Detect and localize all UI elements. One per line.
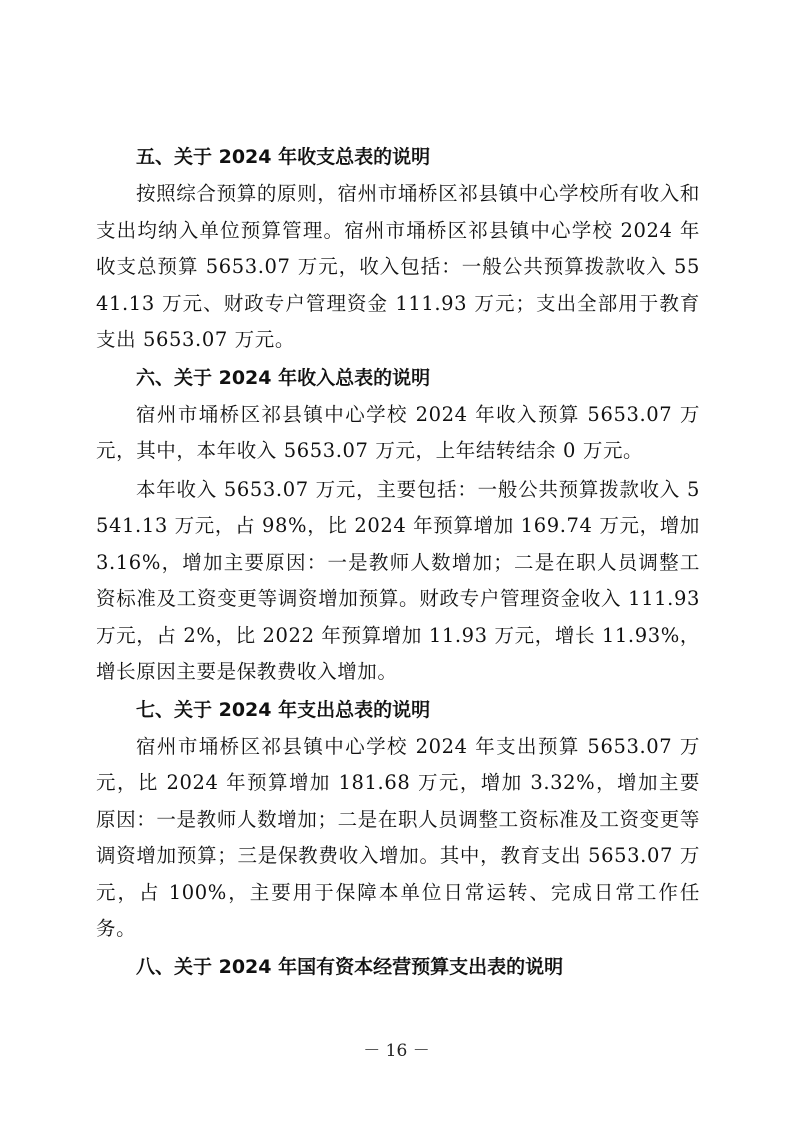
document-body — [96, 140, 700, 986]
section-heading-8: 八、关于 2024 年国有资本经营预算支出表的说明 — [136, 955, 564, 978]
section-5-paragraph-1: 按照综合预算的原则，宿州市埇桥区祁县镇中心学校所有收入和支出均纳入单位预算管理。宿州市埇桥区祁县镇中心学校 2024 年收支总预算 5653.07 万元，收入包括：一般公共预算拨款收入 5541.13 万元、财政专户管理资金 111.93 万元；支出全部用于教育支出 5653.07 万元。 — [96, 182, 700, 351]
section-heading-6: 六、关于 2024 年收入总表的说明 — [136, 366, 431, 389]
section-heading-7: 七、关于 2024 年支出总表的说明 — [136, 698, 431, 721]
section-7-paragraph-1: 宿州市埇桥区祁县镇中心学校 2024 年支出预算 5653.07 万元，比 2024 年预算增加 181.68 万元，增加 3.32%，增加主要原因：一是教师人数增加；二是在职人员调整工资标准及工资变更等调资增加预算；三是保教费收入增加。其中，教育支出 5653.07 万元，占 100%，主要用于保障本单位日常运转、完成日常工作任务。 — [96, 734, 700, 940]
page-number: － 16 － — [363, 1041, 430, 1061]
section-heading-5: 五、关于 2024 年收支总表的说明 — [136, 146, 431, 168]
section-6-paragraph-2: 本年收入 5653.07 万元，主要包括：一般公共预算拨款收入 5541.13 万元，占 98%，比 2024 年预算增加 169.74 万元，增加 3.16%，增加主要原因：一是教师人数增加；二是在职人员调整工资标准及工资变更等调资增加预算。财政专户管理资金收入 111.93 万元，占 2%，比 2022 年预算增加 11.93 万元，增长 11.93%，增长原因主要是保教费收入增加。 — [96, 477, 700, 683]
section-6-paragraph-1: 宿州市埇桥区祁县镇中心学校 2024 年收入预算 5653.07 万元，其中，本年收入 5653.07 万元，上年结转结余 0 万元。 — [96, 402, 700, 462]
